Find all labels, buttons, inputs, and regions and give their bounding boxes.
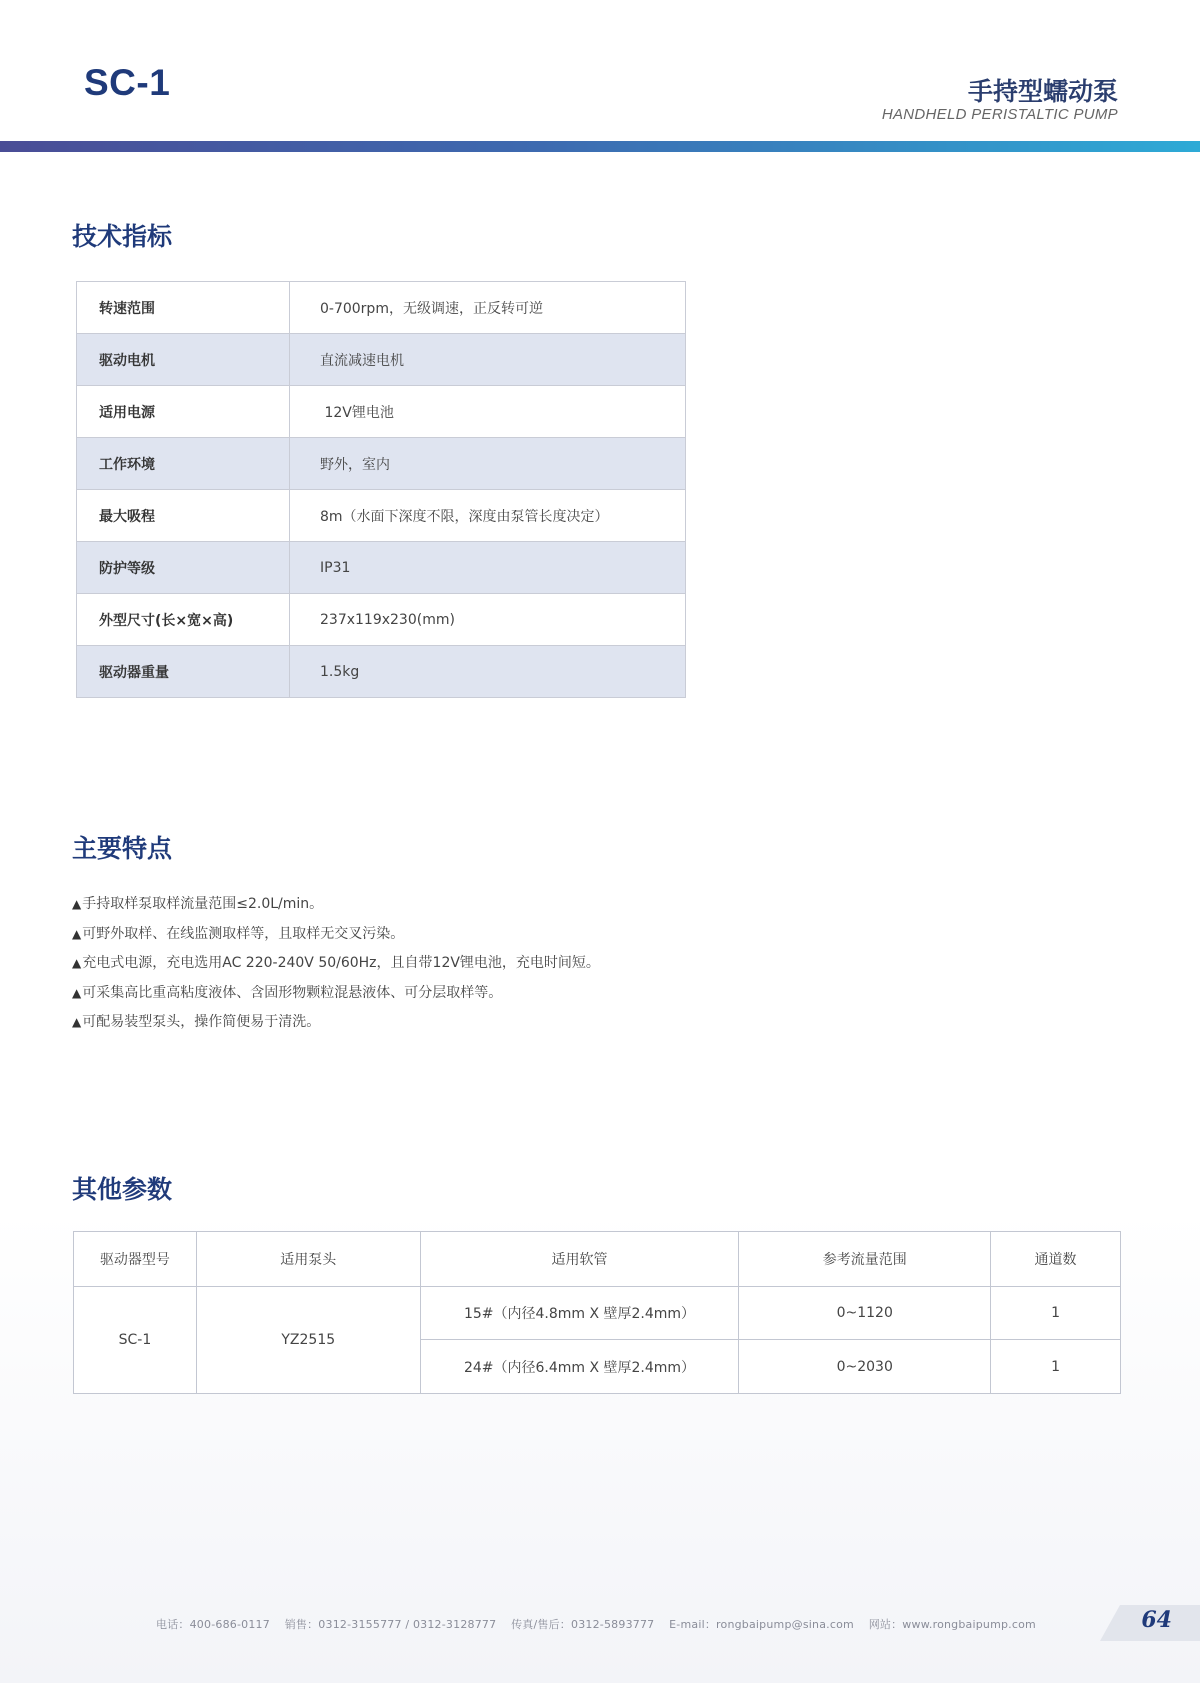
table-row [77, 646, 686, 698]
column-header: 通道数 [991, 1232, 1121, 1287]
triangle-bullet-icon: ▲ [72, 956, 82, 970]
list-item [72, 1008, 600, 1038]
spec-value: 0-700rpm，无级调速，正反转可逆 [290, 282, 686, 334]
spec-key: 工作环境 [77, 438, 290, 490]
spec-value: 12V锂电池 [290, 386, 686, 438]
channels-cell: 1 [991, 1287, 1121, 1340]
triangle-bullet-icon: ▲ [72, 897, 82, 911]
feature-text: 可配易装型泵头，操作简便易于清洗。 [82, 1014, 321, 1030]
spec-key: 外型尺寸(长×宽×高) [77, 594, 290, 646]
spec-value: 野外，室内 [290, 438, 686, 490]
table-row [77, 438, 686, 490]
list-item [72, 920, 600, 950]
spec-table [76, 281, 686, 698]
column-header: 适用软管 [420, 1232, 739, 1287]
column-header: 适用泵头 [196, 1232, 420, 1287]
spec-value: 237x119x230(mm) [290, 594, 686, 646]
tube-cell: 24#（内径6.4mm X 壁厚2.4mm） [420, 1340, 739, 1394]
pump-head-cell: YZ2515 [196, 1287, 420, 1394]
feature-text: 手持取样泵取样流量范围≤2.0L/min。 [82, 896, 324, 912]
specs-title: 技术指标 [72, 222, 173, 251]
spec-key: 驱动器重量 [77, 646, 290, 698]
spec-key: 驱动电机 [77, 334, 290, 386]
params-title: 其他参数 [72, 1175, 173, 1204]
flow-cell: 0~2030 [739, 1340, 991, 1394]
spec-key: 适用电源 [77, 386, 290, 438]
spec-value: 8m（水面下深度不限，深度由泵管长度决定） [290, 490, 686, 542]
flow-cell: 0~1120 [739, 1287, 991, 1340]
table-row [77, 386, 686, 438]
params-table [73, 1231, 1121, 1394]
features-list [72, 890, 600, 1038]
list-item [72, 949, 600, 979]
list-item [72, 890, 600, 920]
header-gradient-bar [0, 141, 1200, 152]
spec-value: IP31 [290, 542, 686, 594]
triangle-bullet-icon: ▲ [72, 926, 82, 941]
footer-contact: 电话：400-686-0117 销售：0312-3155777 / 0312-3128777 传真/售后：0312-5893777 E-mail：rongbaipump@sina.com 网站：www.rongbaipump.com [156, 1618, 1036, 1631]
table-row [77, 490, 686, 542]
spec-key: 防护等级 [77, 542, 290, 594]
model-number: SC-1 [84, 62, 171, 103]
table-row [74, 1287, 1121, 1340]
product-title-en: HANDHELD PERISTALTIC PUMP [881, 106, 1118, 123]
spec-value: 直流减速电机 [290, 334, 686, 386]
column-header: 参考流量范围 [739, 1232, 991, 1287]
driver-model-cell: SC-1 [74, 1287, 197, 1394]
triangle-bullet-icon: ▲ [72, 1015, 82, 1029]
product-title-cn: 手持型蠕动泵 [967, 77, 1118, 106]
features-title: 主要特点 [72, 834, 173, 863]
table-header-row [74, 1232, 1121, 1287]
list-item [72, 979, 600, 1009]
page-number: 64 [1141, 1607, 1172, 1633]
table-row [77, 594, 686, 646]
triangle-bullet-icon: ▲ [72, 985, 82, 1000]
spec-key: 最大吸程 [77, 490, 290, 542]
spec-value: 1.5kg [290, 646, 686, 698]
table-row [77, 542, 686, 594]
table-row [77, 334, 686, 386]
feature-text: 可采集高比重高粘度液体、含固形物颗粒混悬液体、可分层取样等。 [82, 984, 503, 1001]
feature-text: 可野外取样、在线监测取样等，且取样无交叉污染。 [82, 925, 405, 942]
tube-cell: 15#（内径4.8mm X 壁厚2.4mm） [420, 1287, 739, 1340]
feature-text: 充电式电源，充电选用AC 220-240V 50/60Hz，且自带12V锂电池，充电时间短。 [82, 955, 600, 971]
spec-key: 转速范围 [77, 282, 290, 334]
column-header: 驱动器型号 [74, 1232, 197, 1287]
table-row [77, 282, 686, 334]
channels-cell: 1 [991, 1340, 1121, 1394]
